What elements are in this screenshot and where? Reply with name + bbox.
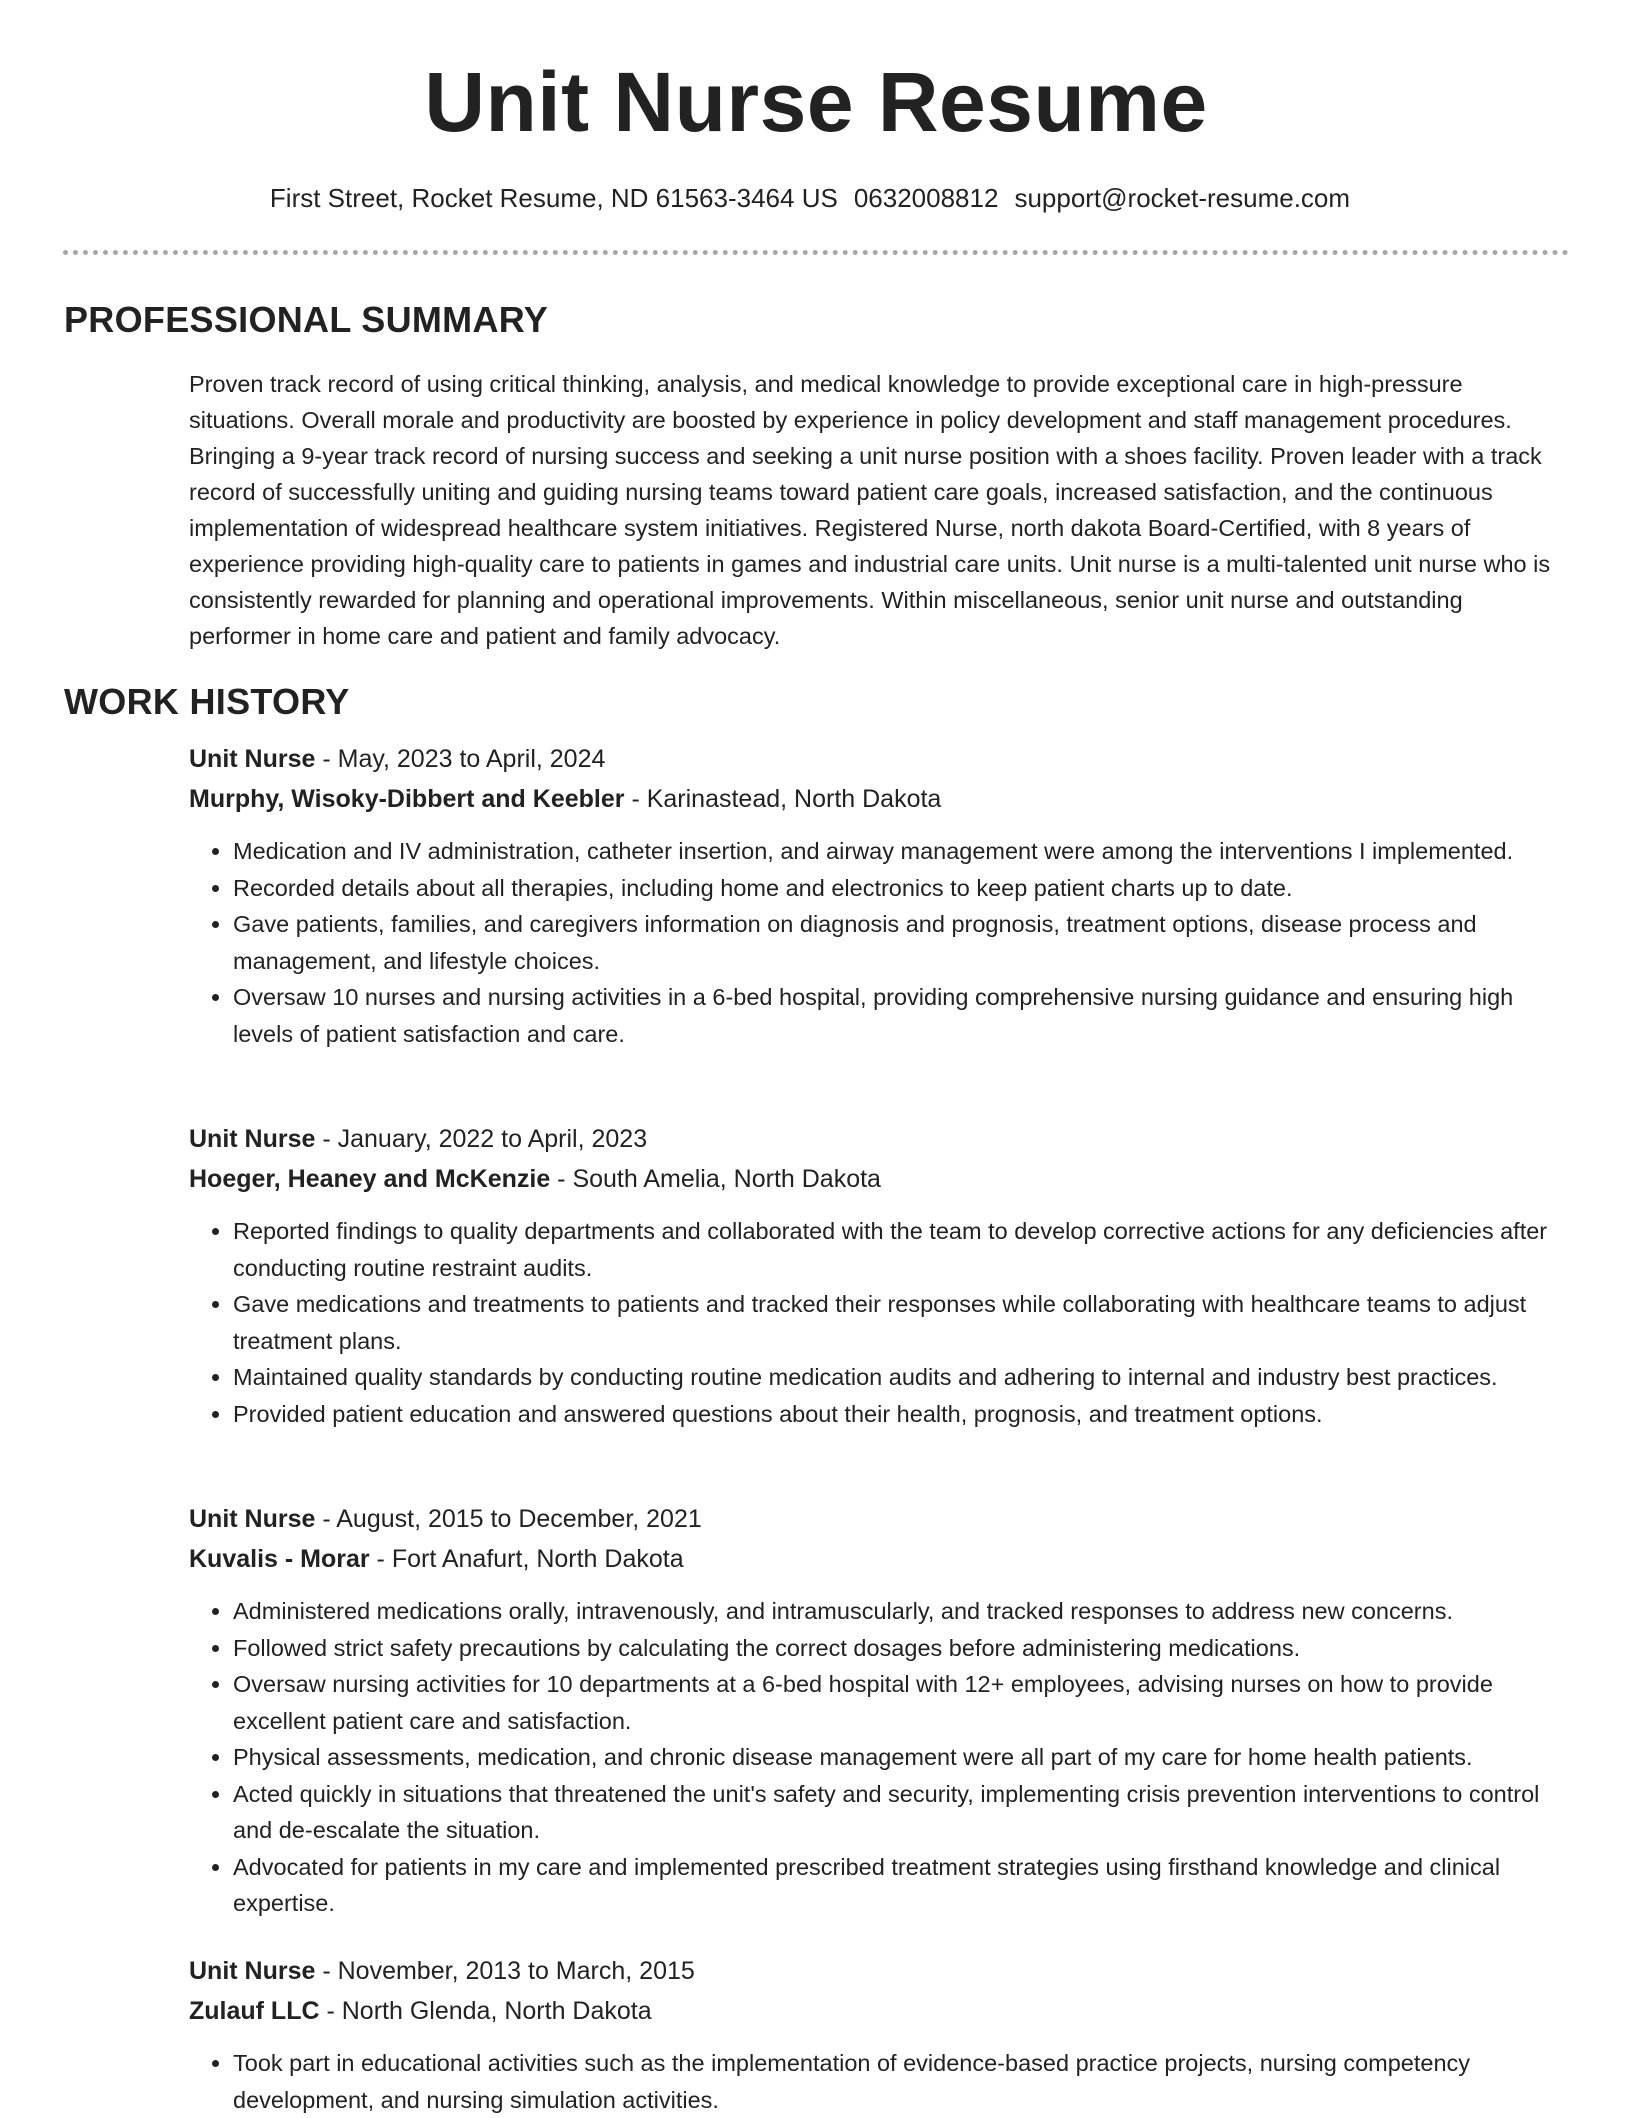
job-company: Hoeger, Heaney and McKenzie <box>189 1165 551 1193</box>
job-bullet: • Reported findings to quality departments and collaborated with the team to develop corrective actions for any deficiencies after conducting routine restraint audits. <box>233 1213 1579 1286</box>
contact-line <box>0 180 1620 216</box>
job-company-line <box>189 1993 1579 2033</box>
job-bullet: • Acted quickly in situations that threatened the unit's safety and security, implementing crisis prevention interventions to control and de-escalate the situation. <box>233 1776 1579 1849</box>
job-entry <box>189 1121 1579 1432</box>
summary-heading: PROFESSIONAL SUMMARY <box>64 299 549 340</box>
header-divider <box>63 250 1569 255</box>
job-title-line <box>189 741 1579 781</box>
job-company: Murphy, Wisoky-Dibbert and Keebler <box>189 785 625 813</box>
job-bullet: • Gave patients, families, and caregivers information on diagnosis and prognosis, treatment options, disease process and management, and lifestyle choices. <box>233 906 1579 979</box>
job-company: Kuvalis - Morar <box>189 1545 370 1573</box>
job-company-line <box>189 1541 1579 1581</box>
job-title: Unit Nurse <box>189 1957 316 1985</box>
job-bullet: • Medication and IV administration, catheter insertion, and airway management were among the interventions I implemented. <box>233 833 1579 870</box>
job-dates: - August, 2015 to December, 2021 <box>315 1505 702 1533</box>
contact-address: First Street, Rocket Resume, ND 61563-3464 US <box>269 183 838 213</box>
job-company: Zulauf LLC <box>189 1997 320 2025</box>
job-entry <box>189 741 1579 1052</box>
job-bullet: • Provided patient education and answered questions about their health, prognosis, and treatment options. <box>233 1396 1579 1433</box>
job-title: Unit Nurse <box>189 1125 316 1153</box>
job-title-line <box>189 1501 1579 1541</box>
job-dates: - November, 2013 to March, 2015 <box>315 1957 695 1985</box>
job-bullet: • Took part in educational activities such as the implementation of evidence-based practice projects, nursing competency development, and nursing simulation activities. <box>233 2045 1579 2118</box>
job-bullet: • Recorded details about all therapies, including home and electronics to keep patient charts up to date. <box>233 870 1579 907</box>
job-bullet: • Oversaw 10 nurses and nursing activities in a 6-bed hospital, providing comprehensive nursing guidance and ensuring high levels of patient satisfaction and care. <box>233 979 1579 1052</box>
job-title: Unit Nurse <box>189 745 316 773</box>
job-location: - Karinastead, North Dakota <box>624 785 942 813</box>
job-bullets <box>189 2045 1579 2118</box>
job-company-line <box>189 1161 1579 1201</box>
resume-title: Unit Nurse Resume <box>424 55 1208 149</box>
job-location: - North Glenda, North Dakota <box>319 1997 652 2025</box>
job-dates: - January, 2022 to April, 2023 <box>315 1125 648 1153</box>
job-bullet: • Gave medications and treatments to patients and tracked their responses while collaborating with healthcare teams to adjust treatment plans. <box>233 1286 1579 1359</box>
contact-email[interactable]: support@rocket-resume.com <box>1014 183 1351 213</box>
job-location: - Fort Anafurt, North Dakota <box>369 1545 684 1573</box>
job-bullets <box>189 1213 1579 1432</box>
job-title-line <box>189 1121 1579 1161</box>
job-bullet: • Oversaw nursing activities for 10 departments at a 6-bed hospital with 12+ employees, advising nurses on how to provide excellent patient care and satisfaction. <box>233 1666 1579 1739</box>
job-entry <box>189 1501 1579 1922</box>
contact-phone: 0632008812 <box>853 183 999 213</box>
job-entry <box>189 1953 1579 2118</box>
summary-text: Proven track record of using critical thinking, analysis, and medical knowledge to provide exceptional care in high-pressure situations. Overall morale and productivity are boosted by experience in policy development and staff management procedures. Bringing a 9-year track record of nursing success and seeking a unit nurse position with a shoes facility. Proven leader with a track record of successfully uniting and guiding nursing teams toward patient care goals, increased satisfaction, and the continuous implementation of widespread healthcare system initiatives. Registered Nurse, north dakota Board-Certified, with 8 years of experience providing high-quality care to patients in games and industrial care units. Unit nurse is a multi-talented unit nurse who is consistently rewarded for planning and operational improvements. Within miscellaneous, senior unit nurse and outstanding performer in home care and patient and family advocacy. <box>189 371 1551 649</box>
job-bullets <box>189 1593 1579 1922</box>
job-bullet: • Administered medications orally, intravenously, and intramuscularly, and tracked responses to address new concerns. <box>233 1593 1579 1630</box>
job-bullets <box>189 833 1579 1052</box>
job-bullet: • Physical assessments, medication, and chronic disease management were all part of my care for home health patients. <box>233 1739 1579 1776</box>
job-bullet: • Maintained quality standards by conducting routine medication audits and adhering to internal and industry best practices. <box>233 1359 1579 1396</box>
job-title-line <box>189 1953 1579 1993</box>
job-bullet: • Advocated for patients in my care and implemented prescribed treatment strategies using firsthand knowledge and clinical expertise. <box>233 1849 1579 1922</box>
job-title: Unit Nurse <box>189 1505 316 1533</box>
job-company-line <box>189 781 1579 821</box>
job-dates: - May, 2023 to April, 2024 <box>315 745 606 773</box>
job-location: - South Amelia, North Dakota <box>550 1165 881 1193</box>
job-bullet: • Followed strict safety precautions by calculating the correct dosages before administering medications. <box>233 1630 1579 1667</box>
work-history-heading: WORK HISTORY <box>64 681 350 722</box>
